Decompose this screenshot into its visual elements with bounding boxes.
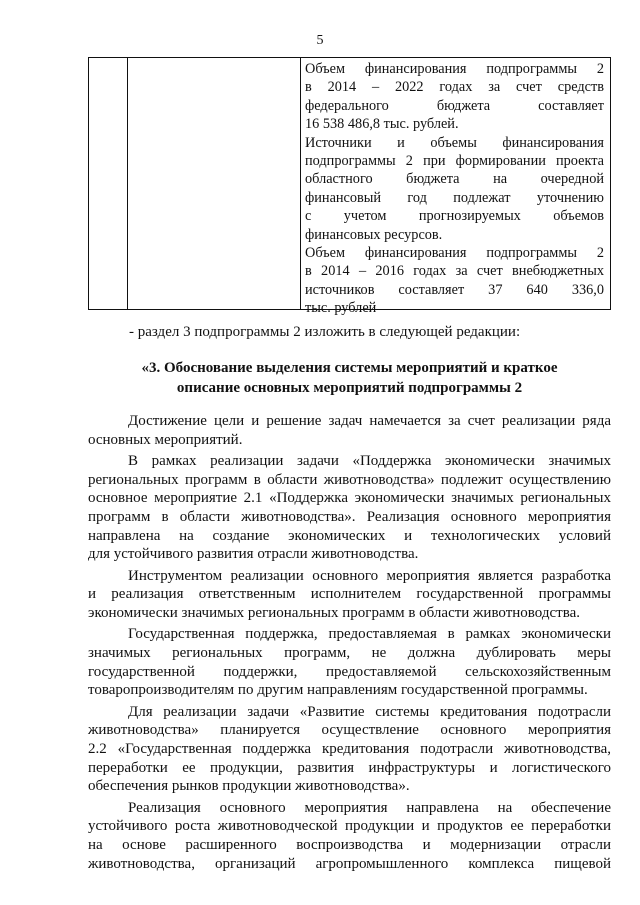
amendment-instruction: - раздел 3 подпрограммы 2 изложить в следующей редакции: [129, 324, 521, 340]
table-text-line: Источники и объемы финансирования [305, 134, 604, 151]
paragraph [88, 567, 611, 623]
table-cell-label [128, 58, 301, 309]
table-text-line: федерального бюджета составляет [305, 97, 604, 114]
table-text-line: подпрограммы 2 при формировании проекта [305, 153, 604, 170]
table-cell-content [301, 58, 607, 317]
funding-table [88, 57, 611, 317]
text-line: региональных программ в области животноводства» подлежит осуществлению [88, 471, 611, 488]
text-line: переработки ее продукции, развития инфраструктуры и логистического [88, 759, 611, 776]
text-line: Государственная поддержка, предоставляемая в рамках экономически [128, 626, 611, 643]
table-text-line: в 2014 – 2022 годах за счет средств [305, 79, 604, 96]
section-body [88, 412, 611, 876]
table-text-line: с учетом прогнозируемых объемов [305, 208, 604, 225]
text-line: программ в области животноводства». Реализация основного мероприятия [88, 509, 611, 526]
text-line: устойчивого роста животноводческой продукции и продуктов ее переработки [88, 818, 611, 835]
section-heading-line: описание основных мероприятий подпрограммы 2 [176, 380, 523, 396]
table-text-line: в 2014 – 2016 годах за счет внебюджетных [305, 263, 604, 280]
table-text-line: Объем финансирования подпрограммы 2 [305, 61, 604, 77]
text-line: 2.2 «Государственная поддержка кредитования подотрасли животноводства, [88, 740, 611, 757]
paragraph [88, 799, 611, 874]
table-text-line: финансовый год подлежат уточнению [305, 189, 604, 206]
text-line: обеспечения рынков продукции животноводства». [88, 778, 410, 795]
text-line: товаропроизводителям по другим направлениям государственной программы. [88, 682, 588, 699]
table-text-line: областного бюджета на очередной [305, 171, 604, 188]
text-line: направлена на создание экономических и технологических условий [88, 527, 611, 544]
text-line: Инструментом реализации основного мероприятия является разработка [128, 567, 611, 584]
table-text-line: финансовых ресурсов. [305, 226, 443, 243]
text-line: основное мероприятие 2.1 «Поддержка экономически значимых региональных [88, 490, 611, 507]
paragraph [88, 703, 611, 797]
section-heading [88, 358, 611, 398]
section-heading-line: «3. Обоснование выделения системы мероприятий и краткое [141, 360, 558, 376]
table-text-line: тыс. рублей [305, 300, 377, 317]
table-text-line: источников составляет 37 640 336,0 [305, 281, 604, 298]
text-line: и реализация ответственным исполнителем государственной программы [88, 586, 611, 603]
text-line: основных мероприятий. [88, 431, 243, 448]
text-line: экономически значимых региональных программ в области животноводства. [88, 605, 580, 622]
text-line: Достижение цели и решение задач намечается за счет реализации ряда [128, 413, 611, 429]
paragraph [88, 625, 611, 700]
table-cell-number [89, 58, 128, 309]
text-line: государственной поддержки, предоставляемой сельскохозяйственным [88, 663, 611, 680]
table-text-line: Объем финансирования подпрограммы 2 [305, 245, 604, 262]
table-text-line: 16 538 486,8 тыс. рублей. [305, 116, 459, 133]
text-line: на основе расширенного воспроизводства и модернизации отрасли [88, 836, 611, 853]
paragraph [88, 412, 611, 449]
text-line: В рамках реализации задачи «Поддержка экономически значимых [128, 452, 611, 469]
text-line: животноводства, организаций агропромышленного комплекса пищевой [88, 855, 611, 872]
text-line: Реализация основного мероприятия направлена на обеспечение [128, 799, 611, 816]
page-number: 5 [316, 33, 324, 48]
text-line: значимых региональных программ, не должна дублировать меры [88, 644, 611, 661]
paragraph [88, 452, 611, 564]
text-line: Для реализации задачи «Развитие системы кредитования подотрасли [128, 703, 611, 720]
text-line: для устойчивого развития отрасли животноводства. [88, 546, 419, 563]
text-line: животноводства» планируется осуществление основного мероприятия [88, 722, 611, 739]
